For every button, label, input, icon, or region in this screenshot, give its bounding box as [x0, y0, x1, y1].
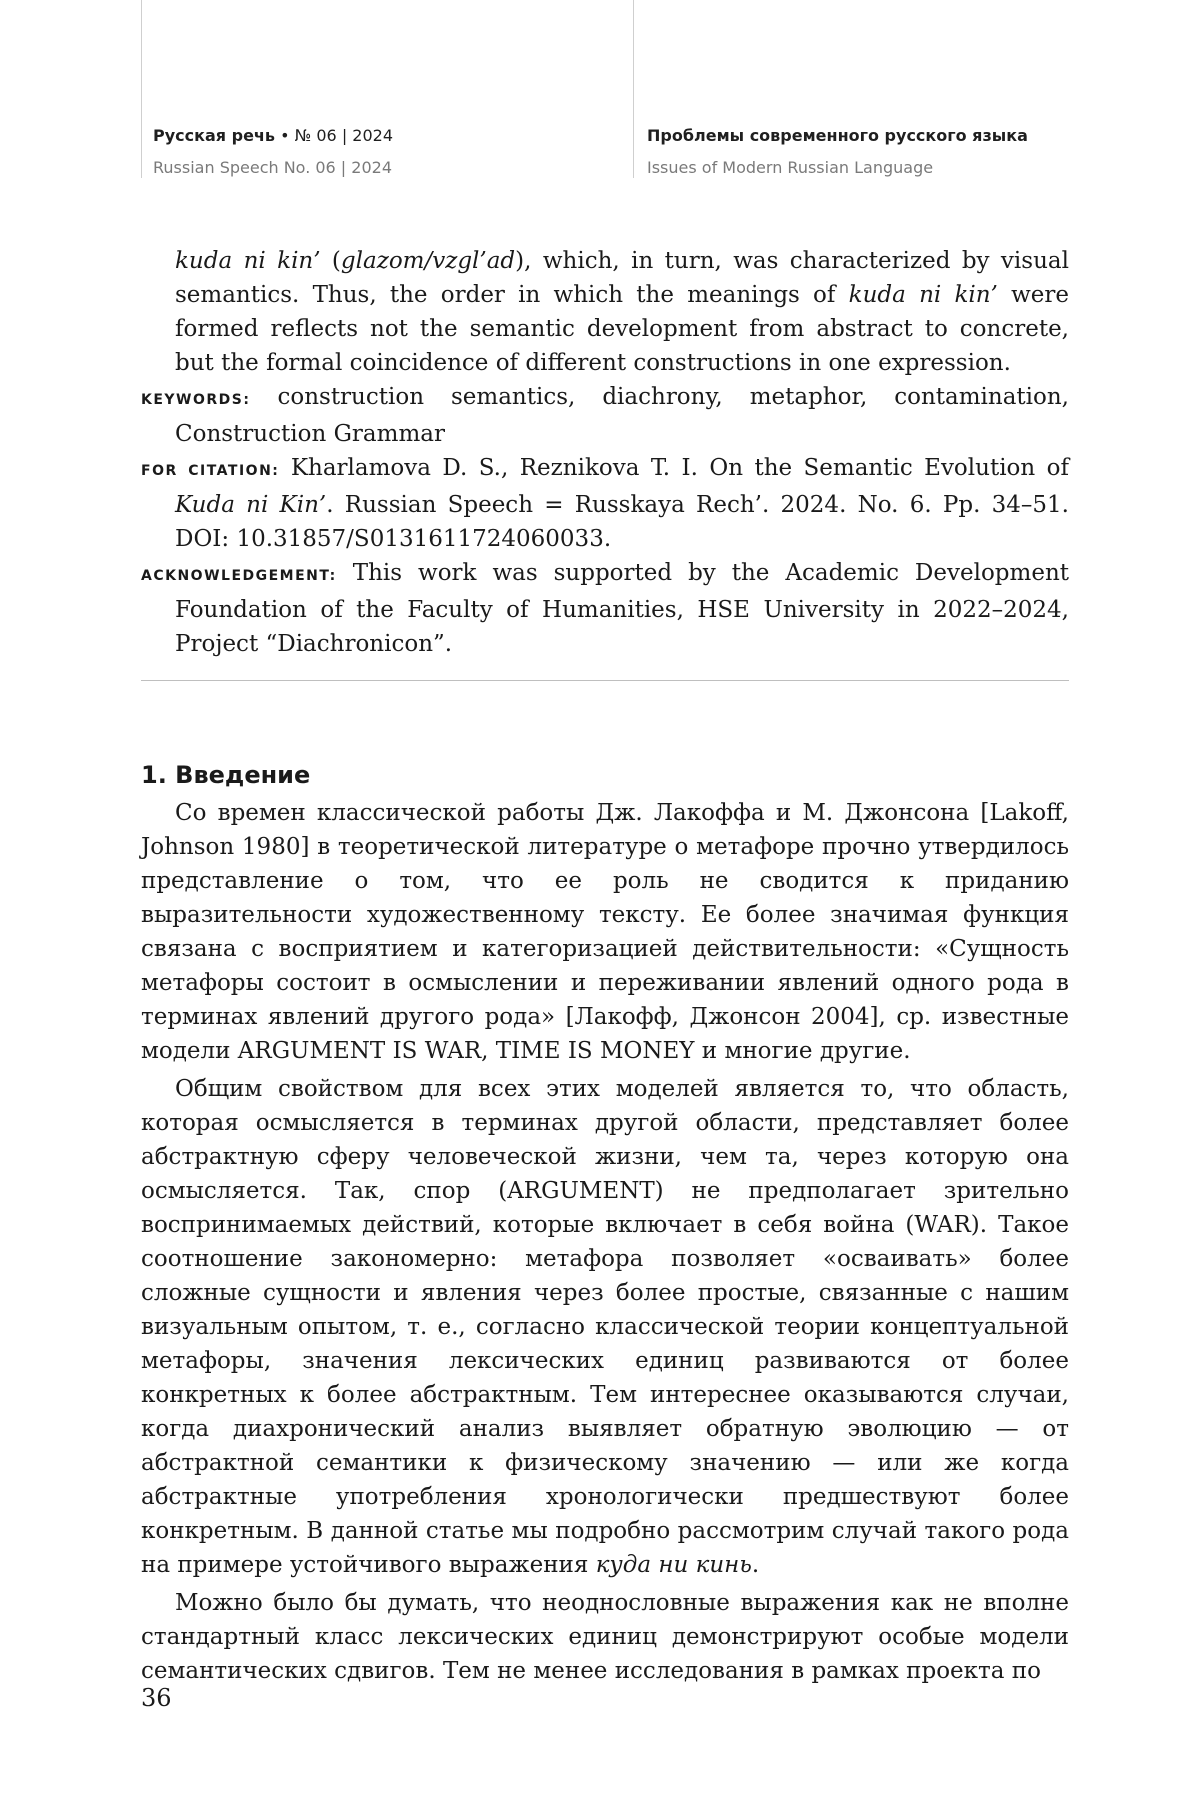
issue-number: • № 06 | 2024: [275, 126, 394, 145]
citation-label: FOR CITATION:: [141, 463, 280, 479]
journal-name: Русская речь: [153, 126, 276, 145]
header-divider-left: [141, 0, 142, 178]
abstract-block: [141, 244, 1069, 661]
abstract-continuation: kuda ni kin’ (glazom/vzgl’ad), which, in turn, was characterized by visual semantics. Thus, the order in which the meanings of kuda ni kin’ were formed reflects not the semantic development from abstract to concrete, but the formal coincidence of different constructions in one expression.: [175, 248, 1070, 376]
paragraph-1: Со времен классической работы Дж. Лакоффа и М. Джонсона [Lakoff, Johnson 1980] в теоретической литературе о метафоре прочно утвердилось представление о том, что ее роль не сводится к приданию выразительности художественному тексту. Ее более значимая функция связана с восприятием и категоризацией действительности: «Сущность метафоры состоит в осмыслении и переживании явлений одного рода в терминах явлений другого рода» [Лакофф, Джонсон 2004], ср. известные модели ARGUMENT IS WAR, TIME IS MONEY и многие другие.: [141, 800, 1069, 1064]
journal-issue-en: Russian Speech No. 06 | 2024: [153, 158, 392, 177]
section-introduction: [141, 758, 1069, 1692]
page-number: 36: [141, 1684, 172, 1712]
paragraph-3: Можно было бы думать, что неоднословные выражения как не вполне стандартный класс лексических единиц демонстрируют особые модели семантических сдвигов. Тем не менее исследования в рамках проекта по: [141, 1590, 1069, 1684]
running-header-left: [153, 124, 393, 180]
running-header-right: [647, 124, 1028, 180]
acknowledgement: ACKNOWLEDGEMENT: This work was supported by the Academic Development Foundation of the Faculty of Humanities, HSE University in 2022–2024, Project “Diachronicon”.: [141, 560, 1069, 657]
journal-issue-ru: [153, 124, 393, 148]
header-divider-middle: [633, 0, 634, 178]
keywords: KEYWORDS: construction semantics, diachrony, metaphor, contamination, Construction Grammar: [141, 384, 1069, 447]
section-heading: 1. Введение: [141, 761, 311, 789]
section-title-ru: Проблемы современного русского языка: [647, 126, 1028, 145]
paragraph-2: Общим свойством для всех этих моделей является то, что область, которая осмысляется в терминах другой области, представляет более абстрактную сферу человеческой жизни, чем та, через которую она осмысляется. Так, спор (ARGUMENT) не предполагает зрительно воспринимаемых действий, которые включает в себя война (WAR). Такое соотношение закономерно: метафора позволяет «осваивать» более сложные сущности и явления через более простые, связанные с нашим визуальным опытом, т. е., согласно классической теории концептуальной метафоры, значения лексических единиц развиваются от более конкретных к более абстрактным. Тем интереснее оказываются случаи, когда диахронический анализ выявляет обратную эволюцию — от абстрактной семантики к физическому значению — или же когда абстрактные употребления хронологически предшествуют более конкретным. В данной статье мы подробно рассмотрим случай такого рода на примере устойчивого выражения куда ни кинь.: [141, 1076, 1069, 1578]
acknowledgement-label: ACKNOWLEDGEMENT:: [141, 568, 337, 584]
keywords-label: KEYWORDS:: [141, 392, 251, 408]
section-title-en: Issues of Modern Russian Language: [647, 158, 934, 177]
horizontal-divider: [141, 680, 1069, 681]
citation: FOR CITATION: Kharlamova D. S., Reznikova T. I. On the Semantic Evolution of Kuda ni Kin’. Russian Speech = Russkaya Rech’. 2024. No. 6. Pp. 34–51. DOI: 10.31857/S0131611724060033.: [141, 455, 1069, 552]
